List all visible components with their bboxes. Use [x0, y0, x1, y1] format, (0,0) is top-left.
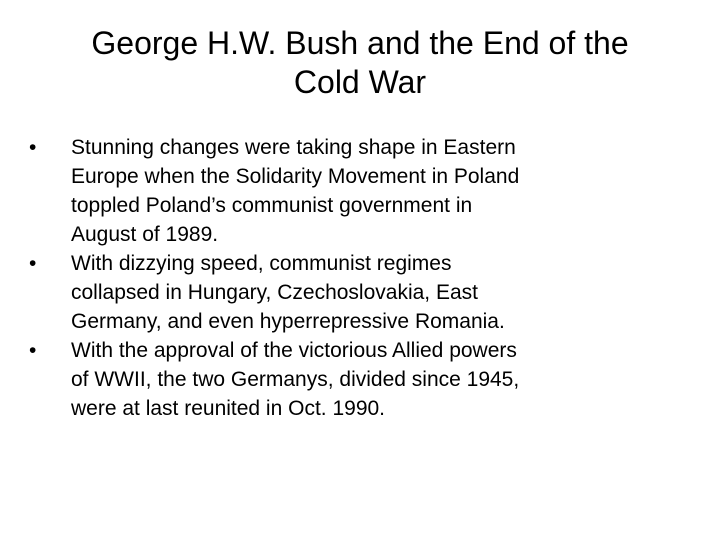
- bullet-item-1: [28, 133, 681, 249]
- bullet-list: [28, 133, 708, 423]
- bullet-1-line-3: toppled Poland’s communist government in: [71, 194, 473, 217]
- bullet-item-2: [28, 249, 681, 336]
- bullet-3-line-2: of WWII, the two Germanys, divided since 1945,: [71, 368, 520, 391]
- bullet-item-3: [28, 336, 681, 423]
- bullet-2-line-1: With dizzying speed, communist regimes: [71, 252, 452, 275]
- slide-title-line-1: George H.W. Bush and the End of the: [91, 25, 629, 61]
- bullet-1-line-4: August of 1989.: [71, 223, 219, 246]
- bullet-2-line-2: collapsed in Hungary, Czechoslovakia, East: [71, 281, 478, 304]
- bullet-dot: •: [29, 339, 37, 362]
- slide-title: [40, 24, 680, 102]
- slide-title-line-2: Cold War: [293, 64, 427, 100]
- bullet-3-line-1: With the approval of the victorious Allied powers: [71, 339, 517, 362]
- bullet-3-line-3: were at last reunited in Oct. 1990.: [71, 397, 386, 420]
- bullet-dot: •: [29, 252, 37, 275]
- bullet-1-line-1: Stunning changes were taking shape in Eastern: [71, 136, 516, 159]
- bullet-2-line-3: Germany, and even hyperrepressive Romania.: [71, 310, 505, 333]
- bullet-dot: •: [29, 136, 37, 159]
- bullet-1-line-2: Europe when the Solidarity Movement in Poland: [71, 165, 520, 188]
